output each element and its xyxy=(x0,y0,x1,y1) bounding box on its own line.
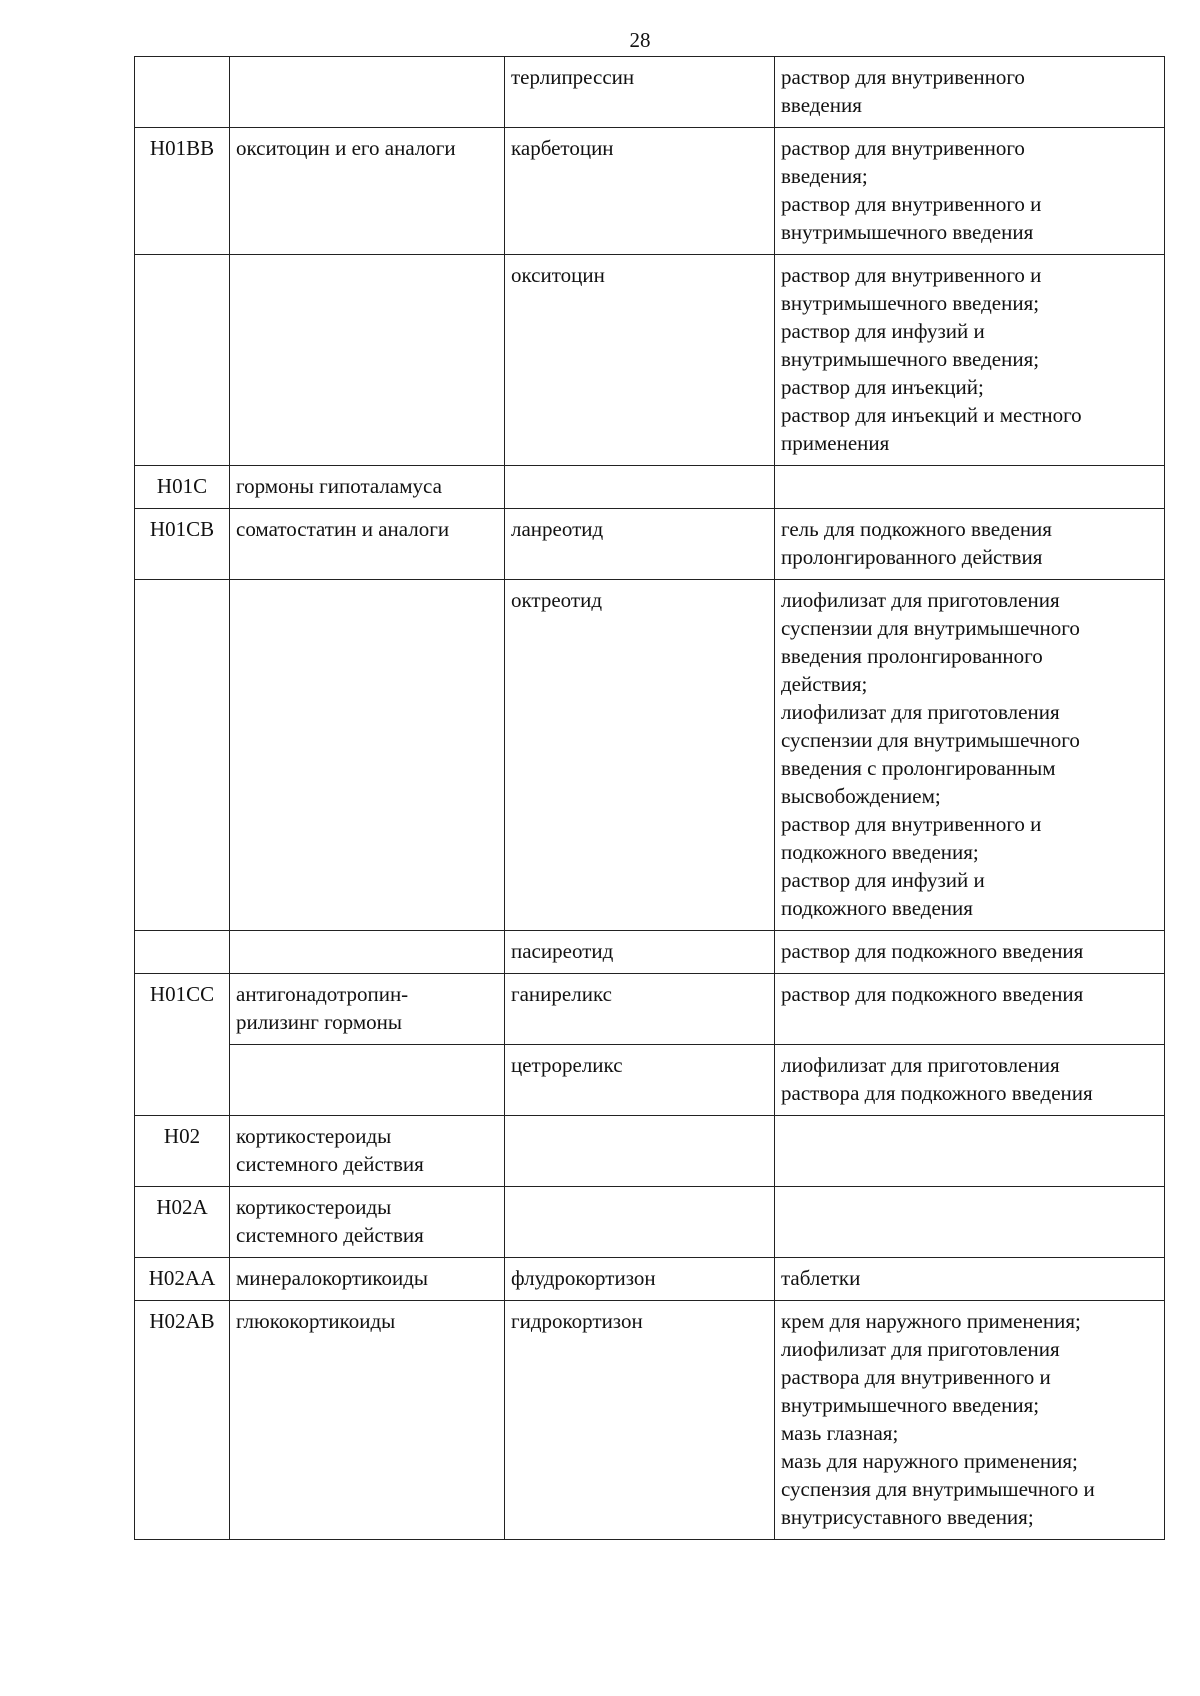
atc-code-cell: H02AB xyxy=(135,1301,230,1540)
drug-name-cell: пасиреотид xyxy=(505,931,775,974)
atc-group-line: системного действия xyxy=(236,1223,424,1247)
atc-group-line: антигонадотропин- xyxy=(236,982,409,1006)
atc-group-cell xyxy=(230,255,505,466)
drug-name-cell: флудрокортизон xyxy=(505,1258,775,1301)
table-row xyxy=(135,1258,1165,1301)
dosage-form-line: раствор для внутривенного и xyxy=(781,192,1042,216)
atc-code-cell: H02A xyxy=(135,1187,230,1258)
dosage-form-line: мазь для наружного применения; xyxy=(781,1449,1078,1473)
dosage-form-line: введения; xyxy=(781,164,868,188)
dosage-form-line: таблетки xyxy=(781,1266,861,1290)
dosage-form-line: лиофилизат для приготовления xyxy=(781,1337,1060,1361)
atc-code-cell: H02 xyxy=(135,1116,230,1187)
drug-name-cell: терлипрессин xyxy=(505,57,775,128)
drug-name-cell: ганиреликс xyxy=(505,974,775,1045)
dosage-form-line: лиофилизат для приготовления xyxy=(781,588,1060,612)
dosage-form-line: лиофилизат для приготовления xyxy=(781,700,1060,724)
drug-name-cell xyxy=(505,466,775,509)
table-row xyxy=(135,1045,1165,1116)
dosage-forms-cell xyxy=(775,255,1165,466)
atc-group-cell xyxy=(230,974,505,1045)
atc-group-cell xyxy=(230,1045,505,1116)
atc-group-line: системного действия xyxy=(236,1152,424,1176)
atc-group-line: рилизинг гормоны xyxy=(236,1010,403,1034)
dosage-form-line: раствора для внутривенного и xyxy=(781,1365,1051,1389)
dosage-form-line: внутримышечного введения; xyxy=(781,1393,1040,1417)
drug-name-cell: окситоцин xyxy=(505,255,775,466)
dosage-forms-cell xyxy=(775,1258,1165,1301)
dosage-form-line: внутримышечного введения; xyxy=(781,347,1040,371)
table-row xyxy=(135,255,1165,466)
table-row xyxy=(135,509,1165,580)
dosage-form-line: раствор для внутривенного xyxy=(781,136,1025,160)
drug-name-cell: гидрокортизон xyxy=(505,1301,775,1540)
atc-group-line: минералокортикоиды xyxy=(236,1266,429,1290)
atc-group-cell xyxy=(230,57,505,128)
dosage-form-line: введения с пролонгированным xyxy=(781,756,1056,780)
atc-code-cell: H02AA xyxy=(135,1258,230,1301)
table-body xyxy=(135,57,1165,1540)
dosage-forms-cell xyxy=(775,466,1165,509)
dosage-form-line: введения xyxy=(781,93,862,117)
table-row xyxy=(135,128,1165,255)
dosage-form-line: раствора для подкожного введения xyxy=(781,1081,1093,1105)
dosage-forms-cell xyxy=(775,509,1165,580)
dosage-form-line: внутримышечного введения xyxy=(781,220,1034,244)
table-row xyxy=(135,1116,1165,1187)
drug-name-cell xyxy=(505,1187,775,1258)
dosage-form-line: лиофилизат для приготовления xyxy=(781,1053,1060,1077)
dosage-forms-cell xyxy=(775,1116,1165,1187)
dosage-form-line: внутрисуставного введения; xyxy=(781,1505,1034,1529)
dosage-forms-cell xyxy=(775,580,1165,931)
dosage-form-line: суспензии для внутримышечного xyxy=(781,728,1080,752)
dosage-forms-cell xyxy=(775,931,1165,974)
drug-name-cell: карбетоцин xyxy=(505,128,775,255)
dosage-forms-cell xyxy=(775,974,1165,1045)
dosage-forms-cell xyxy=(775,57,1165,128)
atc-group-line: кортикостероиды xyxy=(236,1195,392,1219)
atc-code-cell: H01CC xyxy=(135,974,230,1116)
dosage-forms-cell xyxy=(775,1045,1165,1116)
dosage-form-line: действия; xyxy=(781,672,868,696)
dosage-form-line: раствор для внутривенного и xyxy=(781,812,1042,836)
dosage-form-line: гель для подкожного введения xyxy=(781,517,1052,541)
dosage-forms-cell xyxy=(775,1301,1165,1540)
dosage-form-line: пролонгированного действия xyxy=(781,545,1043,569)
atc-group-cell xyxy=(230,128,505,255)
atc-group-line: кортикостероиды xyxy=(236,1124,392,1148)
dosage-form-line: раствор для инфузий и xyxy=(781,868,985,892)
table-row xyxy=(135,1187,1165,1258)
dosage-forms-cell xyxy=(775,128,1165,255)
dosage-form-line: введения пролонгированного xyxy=(781,644,1043,668)
atc-code-cell xyxy=(135,931,230,974)
page-number: 28 xyxy=(629,28,651,52)
atc-group-cell xyxy=(230,1187,505,1258)
table-row xyxy=(135,466,1165,509)
atc-group-cell xyxy=(230,1258,505,1301)
atc-group-line: соматостатин и аналоги xyxy=(236,517,450,541)
drug-name-cell xyxy=(505,1116,775,1187)
table-row xyxy=(135,931,1165,974)
atc-group-cell xyxy=(230,1116,505,1187)
dosage-form-line: мазь глазная; xyxy=(781,1421,899,1445)
atc-group-line: глюкокортикоиды xyxy=(236,1309,396,1333)
atc-group-cell xyxy=(230,509,505,580)
atc-code-cell xyxy=(135,580,230,931)
dosage-forms-cell xyxy=(775,1187,1165,1258)
dosage-form-line: раствор для инфузий и xyxy=(781,319,985,343)
atc-code-cell: H01C xyxy=(135,466,230,509)
atc-code-cell xyxy=(135,255,230,466)
drug-table xyxy=(134,56,1165,1540)
dosage-form-line: раствор для инъекций и местного xyxy=(781,403,1082,427)
drug-name-cell: цетрореликс xyxy=(505,1045,775,1116)
dosage-form-line: внутримышечного введения; xyxy=(781,291,1040,315)
atc-code-cell: H01BB xyxy=(135,128,230,255)
dosage-form-line: раствор для инъекций; xyxy=(781,375,984,399)
atc-group-line: гормоны гипоталамуса xyxy=(236,474,442,498)
dosage-form-line: высвобождением; xyxy=(781,784,941,808)
table-row xyxy=(135,974,1165,1045)
dosage-form-line: суспензия для внутримышечного и xyxy=(781,1477,1095,1501)
table-row xyxy=(135,1301,1165,1540)
dosage-form-line: крем для наружного применения; xyxy=(781,1309,1081,1333)
atc-code-cell xyxy=(135,57,230,128)
dosage-form-line: раствор для подкожного введения xyxy=(781,982,1084,1006)
atc-group-line: окситоцин и его аналоги xyxy=(236,136,456,160)
dosage-form-line: раствор для подкожного введения xyxy=(781,939,1084,963)
dosage-form-line: раствор для внутривенного и xyxy=(781,263,1042,287)
atc-group-cell xyxy=(230,466,505,509)
dosage-form-line: суспензии для внутримышечного xyxy=(781,616,1080,640)
atc-group-cell xyxy=(230,1301,505,1540)
drug-name-cell: октреотид xyxy=(505,580,775,931)
table-row xyxy=(135,580,1165,931)
dosage-form-line: подкожного введения xyxy=(781,896,973,920)
atc-group-cell xyxy=(230,931,505,974)
dosage-form-line: подкожного введения; xyxy=(781,840,979,864)
atc-group-cell xyxy=(230,580,505,931)
drug-name-cell: ланреотид xyxy=(505,509,775,580)
atc-code-cell: H01CB xyxy=(135,509,230,580)
dosage-form-line: применения xyxy=(781,431,890,455)
dosage-form-line: раствор для внутривенного xyxy=(781,65,1025,89)
table-row xyxy=(135,57,1165,128)
